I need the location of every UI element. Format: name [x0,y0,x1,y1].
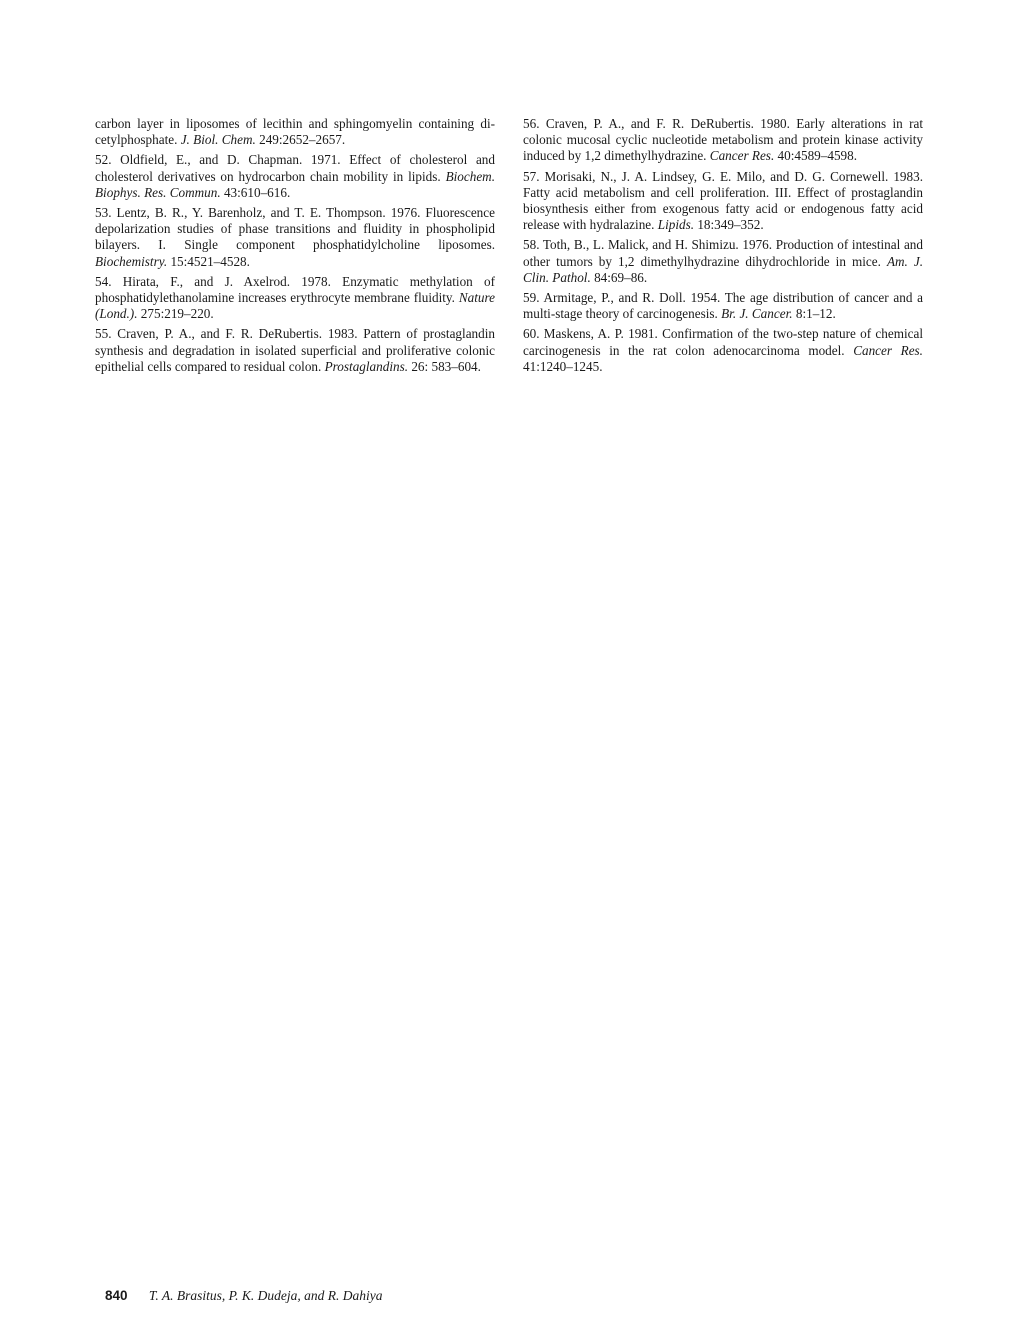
reference-53 [95,205,495,270]
reference-52 [95,152,495,201]
journal-title: Biochemistry. [95,253,168,269]
reference-57 [523,169,923,234]
reference-text: 56. Craven, P. A., and F. R. DeRubertis. 1980. Early alterations in rat colonic mucosal cyclic nucleotide metabolism and protein kinase activity induced by 1,2 dimethylhydrazine. [523,116,923,164]
journal-title: Br. J. Cancer. [721,306,793,322]
reference-citation: 249:2652–2657. [255,132,346,148]
reference-text: 54. Hirata, F., and J. Axelrod. 1978. Enzymatic methylation of phosphatidylethanolamine increases erythrocyte membrane fluidity. [95,273,495,306]
journal-title: Am. J. Clin. Pathol. [523,253,923,285]
reference-56 [523,116,923,165]
reference-citation: 15:4521–4528. [167,253,250,269]
reference-citation: 26: 583–604. [408,358,481,374]
running-authors: T. A. Brasitus, P. K. Dudeja, and R. Dahiya [148,1288,383,1303]
right-column [523,116,923,379]
reference-text: carbon layer in liposomes of lecithin and sphingomyelin containing di-cetylphosphate. [95,116,495,148]
reference-citation: 18:349–352. [694,217,764,233]
journal-title: Nature (Lond.). [95,290,495,322]
reference-citation: 43:610–616. [220,184,291,200]
reference-text: 58. Toth, B., L. Malick, and H. Shimizu. 1976. Production of intestinal and other tumors by 1,2 dimethylhydrazine dihydrochloride in mice. [523,237,923,269]
page-number: 840 [105,1288,128,1303]
reference-citation: 8:1–12. [792,306,836,322]
reference-60 [523,326,923,375]
reference-citation: 41:1240–1245. [523,358,603,374]
reference-citation: 275:219–220. [137,306,214,322]
reference-text: 59. Armitage, P., and R. Doll. 1954. The age distribution of cancer and a multi-stage theory of carcinogenesis. [523,290,923,322]
journal-title: Cancer Res. [709,148,775,164]
journal-title: Cancer Res. [853,342,923,358]
reference-citation: 40:4589–4598. [774,148,858,164]
journal-title: Biochem. Biophys. Res. Commun. [95,168,495,200]
reference-text: 57. Morisaki, N., J. A. Lindsey, G. E. Milo, and D. G. Cornewell. 1983. Fatty acid metabolism and cell proliferation. III. Effect of prostaglandin biosynthesis either from exogenous fatty acid or endogenous fatty acid release with hydralazine. [523,168,923,233]
reference-59 [523,290,923,322]
reference-citation: 84:69–86. [590,269,648,285]
reference-55 [95,326,495,375]
reference-text: 53. Lentz, B. R., Y. Barenholz, and T. E. Thompson. 1976. Fluorescence depolarization studies of phase transitions and fluidity in phospholipid bilayers. I. Single component phosphatidylcholine liposomes. [95,205,495,253]
reference-51-continued [95,116,495,148]
reference-58 [523,237,923,286]
page-footer [105,1288,383,1304]
left-column [95,116,495,379]
reference-text: 60. Maskens, A. P. 1981. Confirmation of the two-step nature of chemical carcinogenesis in the rat colon adenocarcinoma model. [523,326,923,358]
reference-54 [95,274,495,323]
reference-text: 55. Craven, P. A., and F. R. DeRubertis. 1983. Pattern of prostaglandin synthesis and degradation in isolated superficial and proliferative colonic epithelial cells compared to residual colon. [95,326,495,374]
journal-title: Prostaglandins. [324,358,409,374]
journal-title: J. Biol. Chem. [180,132,256,148]
journal-title: Lipids. [657,217,695,233]
reference-text: 52. Oldfield, E., and D. Chapman. 1971. Effect of cholesterol and cholesterol derivatives on hydrocarbon chain mobility in lipids. [95,152,495,184]
